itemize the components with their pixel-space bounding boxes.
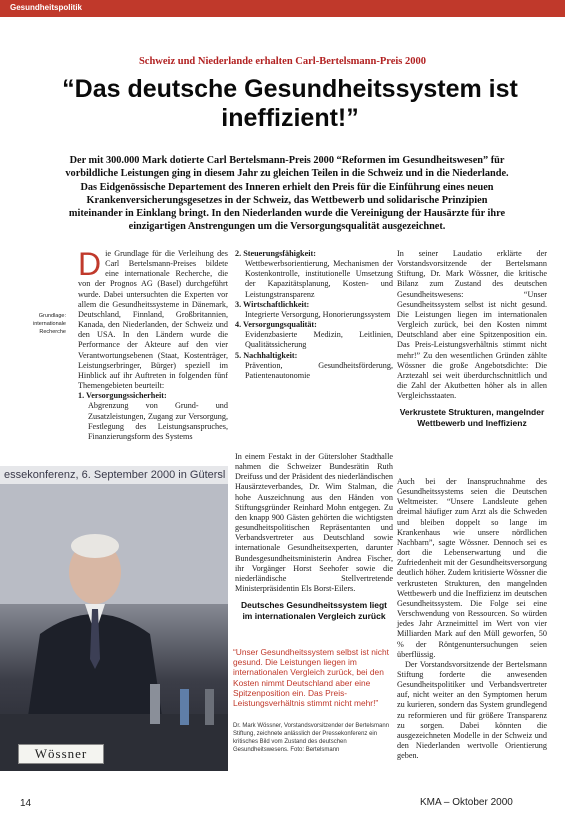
sidenote: Grundlage: internationale Recherche xyxy=(32,313,66,335)
item5-text: Prävention, Gesundheitsförderung, Patientenautonomie xyxy=(245,360,393,380)
item1-head: 1. Versorgungssicherheit: xyxy=(78,391,167,401)
section-bar xyxy=(0,0,565,17)
column-3-top xyxy=(397,249,547,428)
item3-head: 3. Wirtschaftlichkeit: xyxy=(235,299,310,309)
headline: “Das deutsche Gesundheitssystem ist ineffizient!” xyxy=(62,75,518,132)
issue-label: KMA – Oktober 2000 xyxy=(420,797,513,808)
item4-head: 4. Versorgungsqualität: xyxy=(235,320,317,330)
col3-body1: In seiner Laudatio erklärte der Vorstandsvorsitzende der Bertelsmann Stiftung, Dr. Mark Wössner, die kritische Bilanz zum Zustand des deutschen Gesundheitswesens: “Unser Gesundheitssystem selbst ist nicht gesund. Die Leistungen liegen im internationalen Vergleich zurück, bei den Kosten nimmt Deutschland aber eine Spitzenposition ein. Das Preis-Leistungsverhältnis stimmt nicht mehr!” Zu den wesentlichen Gründen zählte Wössner die große Angebotsdichte: Die Arztezahl sei weit überdurchschnittlich und die Zahl der Akutbetten höher als in allen Vergleichsstaaten. xyxy=(397,249,547,401)
press-photo xyxy=(0,466,228,771)
photo-banner: essekonferenz, 6. September 2000 in Gütersl xyxy=(0,466,228,484)
item2-text: Wettbewerbsorientierung, Mechanismen der Kostenkontrolle, institutionelle Umsetzung der Kapazitätsplanung, Kosten- und Leistungstransparenz xyxy=(245,259,393,299)
column-2-body xyxy=(235,452,393,621)
col3-body2: Auch bei der Inanspruchnahme des Gesundheitssystems seien die Deutschen Weltmeister. “Unsere Landsleute gehen dreimal häufiger zum Arzt als die Schweden und bleiben doppelt so lange im Krankenhaus wie unsere nördlichen Nachbarn”, sagte Wössner. Dennoch sei es dort die Lebenserwartung und die Zufriedenheit mit der Gesundheitsversorgung deutlich höher. Zudem kritisierte Wössner die verkrusteten Strukturen, den mangelnden Wettbewerb und die Ineffizienz im deutschen Gesundheitssystem. Die Folge sei eine Verschwendung von Ressourcen. So würden jedes Jahr Arzneimittel im Wert von vier Milliarden Mark auf den Müll geworfen, 50 % der Röntgenuntersuchungen seien überflüssig. xyxy=(397,477,547,659)
page-number: 14 xyxy=(20,798,32,809)
pull-quote: “Unser Gesundheitssystem selbst ist nicht gesund. Die Leistungen liegen im internationalen Vergleich zurück, bei den Kosten nimmt Deutschland aber eine Spitzenposition ein. Das Preis-Leistungsverhältnis stimmt nicht mehr!” xyxy=(233,647,389,709)
section-label: Gesundheitspolitik xyxy=(10,3,83,12)
column-1 xyxy=(78,246,228,442)
lead-paragraph: Der mit 300.000 Mark dotierte Carl Bertelsmann-Preis 2000 “Reformen im Gesundheitswesen” für vorbildliche Leistungen ging in diesem Jahr zu gleichen Teilen in die Schweiz und in die Niederlande. Das Eidgenössische Departement des Inneren erhielt den Preis für die Einführung eines neuen Krankenversicherungsgesetzes in der Schweiz, das Wettbewerb und solidarische Prinzipien miteinander in Einklang bringt. In den Niederlanden wurde die Vereinigung der Hausärzte für ihre einzigartigen Anstrengungen um die Versorgungsqualität ausgezeichnet. xyxy=(65,155,509,233)
item1-text: Abgrenzung von Grund- und Zusatzleistungen, Zugang zur Versorgung, Festlegung des Leistungsanspruches, Finanzierungsform des Systems xyxy=(88,401,228,441)
col3-subhead: Verkrustete Strukturen, mangelnder Wettbewerb und Ineffizienz xyxy=(399,407,545,428)
col3-body3: Der Vorstandsvorsitzende der Bertelsmann Stiftung forderte die anwesenden Gesundheitspolitiker und Verbandsvertreter auf, nicht weiter an den Symptomen herum zu kurieren, sondern das System grundlegend zu reformieren und für größere Transparenz zu sorgen. Dabei könnten die ausgezeichneten Modelle in der Schweiz und den Niederlanden wertvolle Orientierung geben. xyxy=(397,659,547,761)
item2-head: 2. Steuerungsfähigkeit: xyxy=(235,249,316,258)
col2-subhead: Deutsches Gesundheitssystem liegt im internationalen Vergleich zurück xyxy=(241,600,387,621)
kicker: Schweiz und Niederlande erhalten Carl-Bertelsmann-Preis 2000 xyxy=(138,56,427,67)
item5-head: 5. Nachhaltigkeit: xyxy=(235,350,298,360)
column-2-list xyxy=(235,249,393,381)
speaker-figure xyxy=(0,484,228,771)
column-3-bottom xyxy=(397,477,547,761)
nameplate: Wössner xyxy=(18,744,104,764)
item3-text: Integrierte Versorgung, Honorierungssystem xyxy=(245,309,391,319)
dropcap: D xyxy=(78,246,102,282)
photo-caption: Dr. Mark Wössner, Vorstandsvorsitzender der Bertelsmann Stiftung, zeichnete anlässlich der Pressekonferenz ein kritisches Bild vom Zustand des deutschen Gesundheitswesens. Foto: Bertelsmann xyxy=(233,723,390,753)
col2-body: In einem Festakt in der Gütersloher Stadthalle nahmen die Schweizer Bundesrätin Ruth Dreifuss und der Präsident des niederländischen Hausärzteverbandes, Dr. Wim Stalman, die hohe Auszeichnung aus den Händen von Stiftungsgründer Reinhard Mohn entgegen. Zu den knapp 900 Gästen gehörten die wichtigsten gesundheitspolitischen Repräsentanten und Verbandsvertreter aus Deutschland sowie internationale Gesundheitsexperten, darunter Bundesgesundheitsministerin Andrea Fischer, ihr Vorgänger Horst Seehofer sowie die niederländische Stellvertretende Ministerpräsidentin Els Borst-Eilers. xyxy=(235,452,393,594)
col1-text: ie Grundlage für die Verleihung des Carl Bertelsmann-Preises bildete eine internationale Recherche, die von der Prognos AG (Basel) durchgeführt wurde. Dabei untersuchten die Experten vor allem die Gesundheitssysteme in Dänemark, Deutschland, Finnland, Großbritannien, Kanada, den Niederlanden, der Schweiz und den USA. In den Ländern wurde die Performance der Akteure auf den vier Verantwortungsebenen (Staat, Kostenträger, Leistungserbringer, Bürger) speziell im Hinblick auf ihr Auftreten in folgenden fünf Themengebieten beurteilt: xyxy=(78,249,228,391)
item4-text: Evidenzbasierte Medizin, Leitlinien, Qualitätssicherung xyxy=(245,330,393,350)
